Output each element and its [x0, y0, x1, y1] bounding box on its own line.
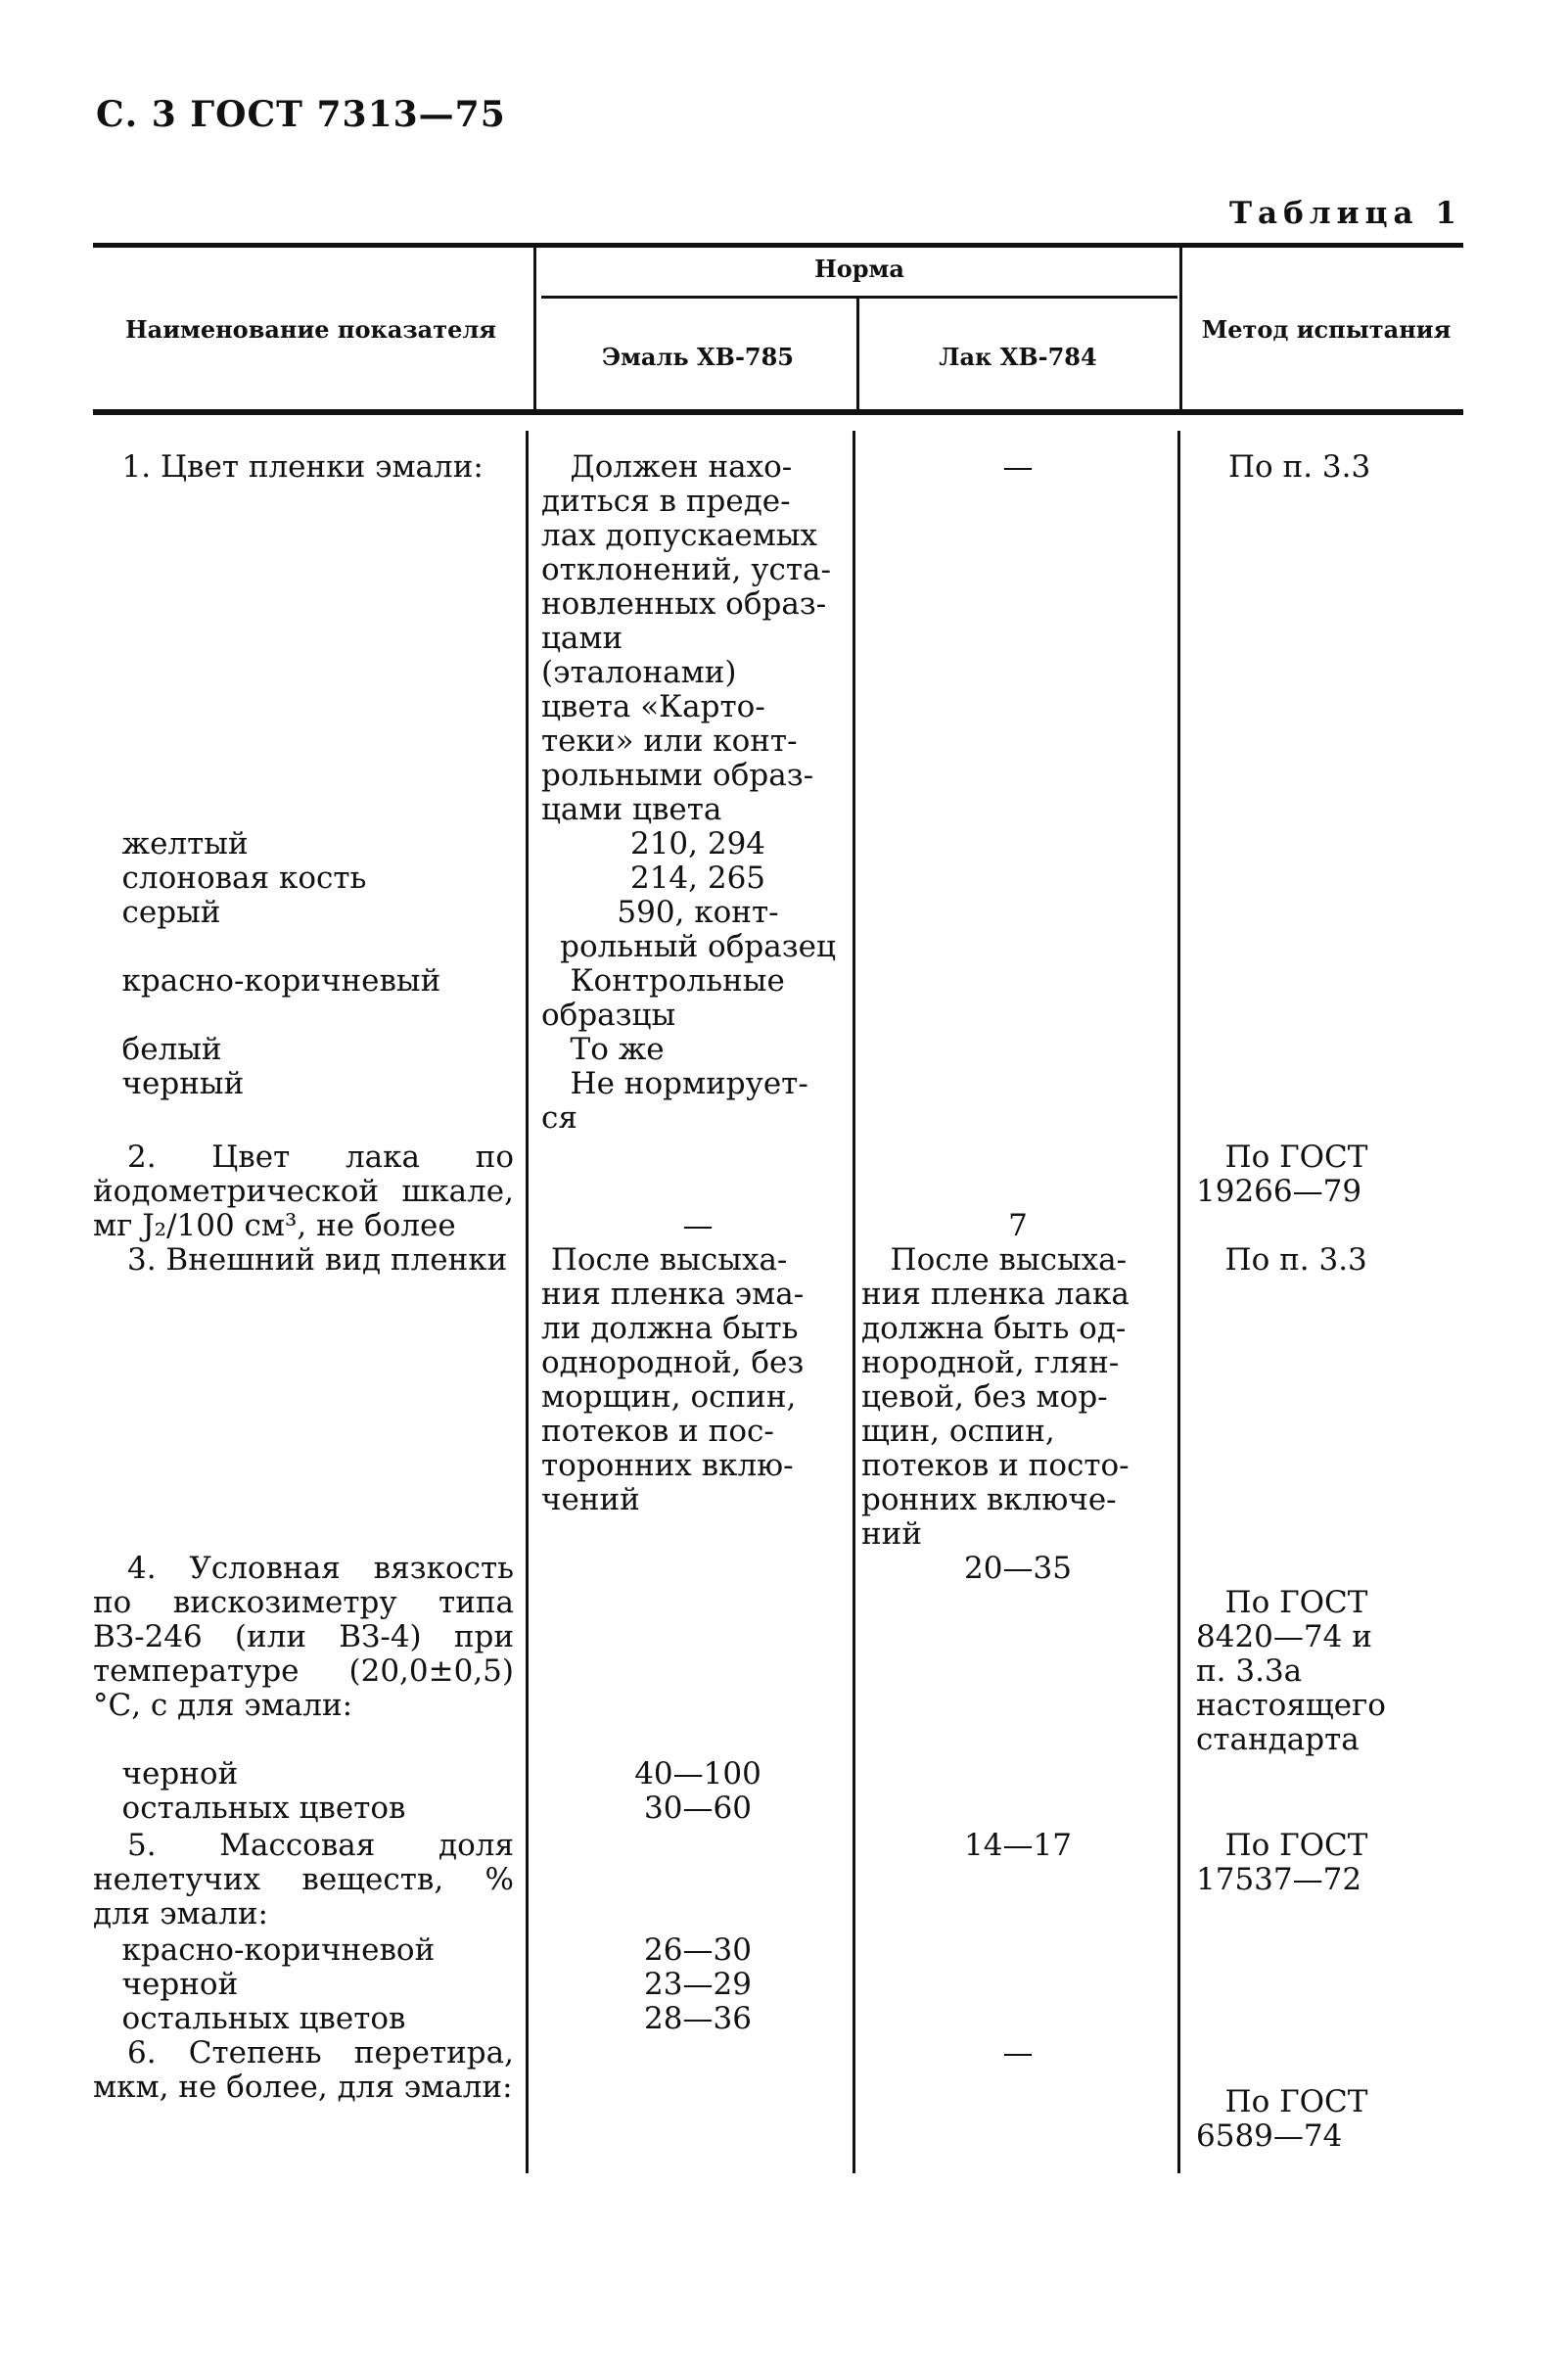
- row-1d-enamel: Контрольные образцы: [541, 963, 785, 1033]
- row-2-enamel: —: [682, 1208, 714, 1243]
- body-divider-1: [526, 431, 529, 2173]
- row-1-lacquer: —: [1002, 449, 1034, 485]
- row-5-lacquer: 14—17: [964, 1828, 1072, 1863]
- row-3-lacquer: После высыха- ния пленка лака должна быть од- нородной, глян- цевой, без мор- щин, оспин, потеков и посто- ронних включе- ний: [861, 1242, 1130, 1552]
- row-4-lacquer: 20—35: [964, 1551, 1072, 1586]
- row-6-lacquer: —: [1002, 2035, 1034, 2071]
- body-divider-3: [1177, 431, 1180, 2173]
- row-2-method: По ГОСТ 19266—79: [1196, 1140, 1368, 1209]
- header-method: Метод испытания: [1201, 315, 1452, 344]
- row-1b-name: слоновая кость: [93, 861, 367, 896]
- table-caption: Таблица 1: [1228, 196, 1462, 231]
- column-divider-3: [1179, 245, 1182, 411]
- row-1b-enamel: 214, 265: [629, 861, 766, 896]
- column-divider-1: [533, 245, 536, 411]
- row-5-name: 5. Массовая доля нелетучих веществ, % для эмали:: [93, 1828, 514, 1931]
- row-1e-enamel: То же: [541, 1032, 665, 1067]
- page-header: С. 3 ГОСТ 7313—75: [96, 94, 506, 135]
- row-6-method: По ГОСТ 6589—74: [1196, 2084, 1368, 2154]
- row-5c-name: остальных цветов: [93, 2001, 406, 2036]
- row-5a-enamel: 26—30: [644, 1932, 752, 1968]
- header-norm: Норма: [814, 255, 904, 283]
- row-5b-name: черной: [93, 1967, 239, 2002]
- row-1a-name: желтый: [93, 826, 249, 861]
- row-5a-name: красно-коричневой: [93, 1932, 436, 1968]
- row-1-method: По п. 3.3: [1228, 449, 1371, 485]
- table-top-rule: [93, 243, 1463, 248]
- row-2-lacquer: 7: [1008, 1208, 1028, 1243]
- norm-divider-rule: [541, 296, 1177, 299]
- header-enamel: Эмаль ХВ-785: [601, 343, 795, 371]
- row-1e-name: белый: [93, 1032, 222, 1067]
- row-4a-name: черной: [93, 1756, 239, 1791]
- row-5b-enamel: 23—29: [644, 1967, 752, 2002]
- row-3-enamel: После высыха- ния пленка эма- ли должна быть однородной, без морщин, оспин, потеков и пос- торонних вклю- чений: [541, 1242, 805, 1517]
- row-4b-enamel: 30—60: [644, 1791, 752, 1826]
- header-bottom-rule: [93, 409, 1463, 415]
- row-4-name: 4. Условная вязкость по вискозиметру типа ВЗ-246 (или ВЗ-4) при температуре (20,0±0,5)°С, с для эмали:: [93, 1551, 514, 1723]
- row-3-method: По п. 3.3: [1196, 1242, 1367, 1278]
- row-1a-enamel: 210, 294: [629, 826, 766, 861]
- row-3-name: 3. Внешний вид пленки: [127, 1242, 508, 1278]
- body-divider-2: [853, 431, 855, 2173]
- row-4b-name: остальных цветов: [93, 1791, 406, 1826]
- row-1c-enamel: 590, конт- рольный образец: [560, 895, 836, 964]
- row-5-method: По ГОСТ 17537—72: [1196, 1828, 1368, 1897]
- row-6-name: 6. Степень перетира, мкм, не более, для эмали:: [93, 2035, 514, 2105]
- row-1f-name: черный: [93, 1066, 245, 1101]
- row-1c-name: серый: [93, 895, 221, 930]
- row-2-name: 2. Цвет лака по йодометрической шкале, мг J₂/100 см³, не более: [93, 1140, 514, 1243]
- row-1d-name: красно-коричневый: [93, 963, 441, 999]
- row-1-enamel: Должен нахо- диться в преде- лах допускаемых отклонений, уста- новленных образ- цами (эталонами) цвета «Карто- теки» или конт- рольными образ- цами цвета: [541, 449, 831, 827]
- row-4-method: По ГОСТ 8420—74 и п. 3.3а настоящего стандарта: [1196, 1585, 1386, 1757]
- header-name: Наименование показателя: [124, 315, 497, 344]
- header-lacquer: Лак ХВ-784: [939, 343, 1097, 371]
- row-1-name: 1. Цвет пленки эмали:: [93, 449, 484, 485]
- row-4a-enamel: 40—100: [634, 1756, 761, 1791]
- row-1f-enamel: Не нормирует- ся: [541, 1066, 808, 1136]
- column-divider-2: [856, 299, 859, 411]
- row-5c-enamel: 28—36: [644, 2001, 752, 2036]
